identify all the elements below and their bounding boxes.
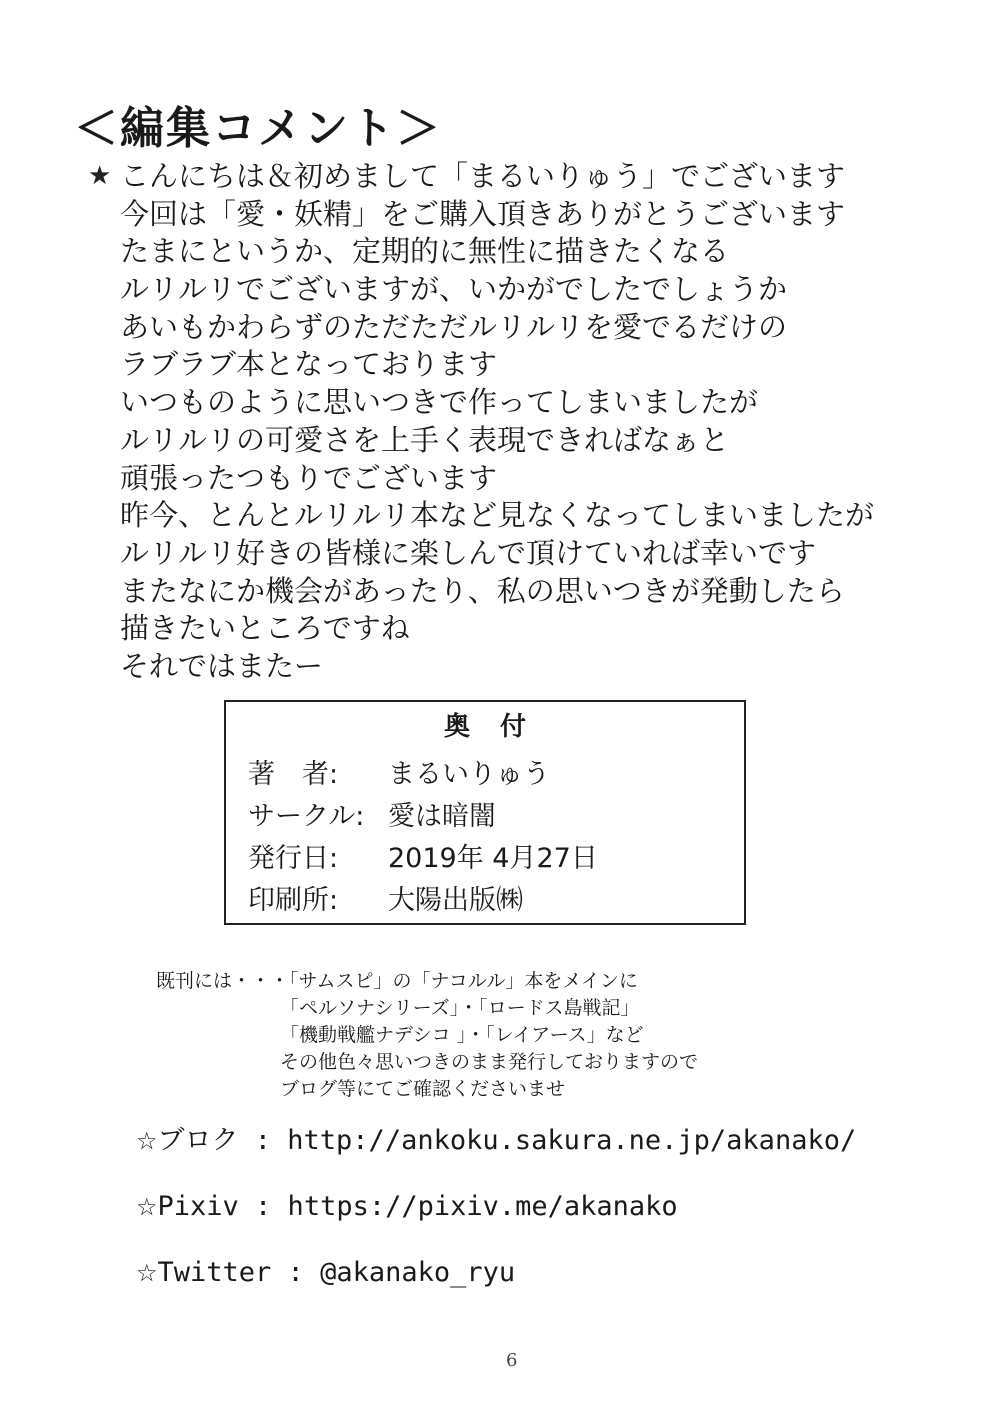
backlist-line: 「機動戦艦ナデシコ 」・「レイアース」など [280,1024,644,1046]
comment-line: 今回は「愛・妖精」をご購入頂きありがとうございます [120,196,846,231]
circle-label: サークル: [248,801,365,832]
comment-line: ルリルリ好きの皆様に楽しんで頂けていれば幸いです [120,535,817,570]
comment-line: いつものように思いつきで作ってしまいましたが [120,385,759,420]
editor-comment [88,158,988,686]
comment-line: 描きたいところですね [120,611,410,646]
colophon-title: 奥付 [443,712,556,742]
star-outline-icon: ☆ [136,1127,158,1155]
backlist-line: ブログ等にてご確認くださいませ [280,1078,566,1100]
star-outline-icon: ☆ [136,1193,158,1221]
colophon-author-row [248,752,550,791]
printer-label: 印刷所: [248,885,339,916]
page-number: 6 [506,1350,518,1371]
comment-line: 頑張ったつもりでございます [120,460,498,495]
backlist-line: 「ペルソナシリーズ」・「ロードス島戦記」 [280,997,640,1019]
comment-line: あいもかわらずのただただルリルリを愛でるだけの [120,309,788,344]
date-label: 発行日: [248,843,339,874]
blog-link[interactable]: ☆ブロク : http://ankoku.sakura.ne.jp/akanako/ [136,1125,857,1156]
pixiv-link[interactable]: ☆Pixiv : https://pixiv.me/akanako [136,1191,678,1222]
comment-line: たまにというか、定期的に無性に描きたくなる [120,234,730,269]
comment-line: 昨今、とんとルリルリ本など見なくなってしまいましたが [120,498,875,533]
printer-value: 大陽出版㈱ [388,885,523,916]
twitter-link[interactable]: ☆Twitter : @akanako_ryu [136,1257,516,1288]
star-icon: ★ [88,161,112,191]
colophon-printer-row [248,878,523,917]
colophon-circle-row [248,794,496,833]
colophon-date-row [248,836,598,875]
comment-line: ラブラブ本となっております [120,347,498,382]
comment-line: ★ こんにちは＆初めまして「まるいりゅう」でございます [88,158,988,196]
comment-line: ルリルリの可愛さを上手く表現できればなぁと [120,422,730,457]
colophon-box [224,700,746,925]
circle-value: 愛は暗闇 [388,801,496,832]
comment-line: それではまたー [120,648,324,683]
date-value: 2019年 4月27日 [388,843,598,874]
editor-comment-heading: ＜編集コメント＞ [74,103,442,154]
author-label: 著 者: [248,759,339,790]
comment-line: ルリルリでございますが、いかがでしたでしょうか [120,272,788,307]
comment-line: またなにか機会があったり、私の思いつきが発動したら [120,573,845,608]
author-value: まるいりゅう [388,759,550,790]
links [136,1118,856,1316]
backlist-line: 既刊には・・・「サムスピ」の「ナコルル」本をメインに [156,970,638,992]
star-outline-icon: ☆ [136,1259,158,1287]
backlist-line: その他色々思いつきのまま発行しておりますので [280,1051,699,1073]
backlist [156,968,698,1103]
